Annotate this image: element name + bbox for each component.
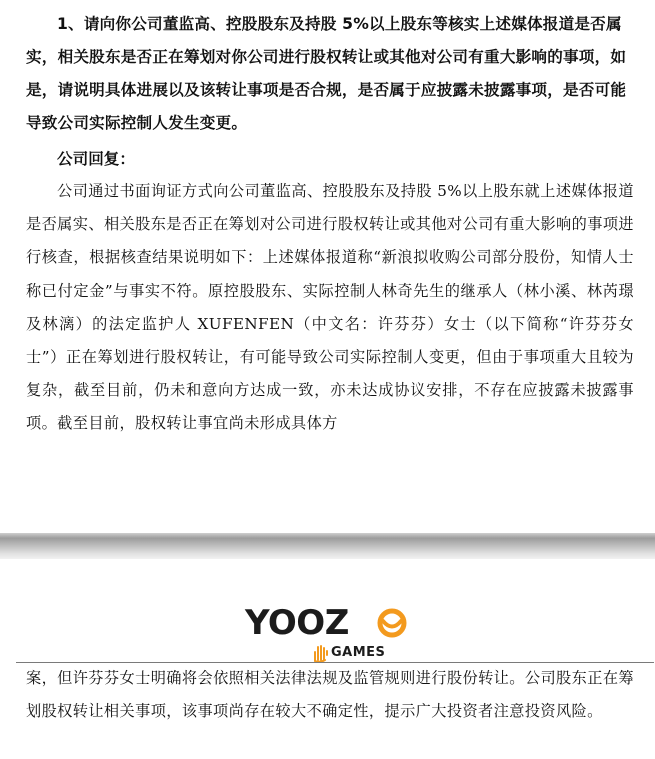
- hand-icon: [311, 643, 329, 663]
- reply-body-paragraph: 公司通过书面询证方式向公司董监高、控股股东及持股 5%以上股东就上述媒体报道是否属实、相关股东是否正在筹划对公司进行股权转让或其他对公司有重大影响的事项进行核查，根据核查结果说明如下：上述媒体报道称“新浪拟收购公司部分股份，知情人士称已付定金”与事实不符。原控股股东、实际控制人林奇先生的继承人（林小溪、林芮璟及林漓）的法定监护人 XUFENFEN（中文名：许芬芬）女士（以下简称“许芬芬女士”）正在筹划进行股权转让，有可能导致公司实际控制人变更，但由于事项重大且较为复杂，截至目前，仍未和意向方达成一致，亦未达成协议安排，不存在应披露未披露事项。截至目前，股权转让事宜尚未形成具体方: [26, 182, 634, 433]
- yoozoo-o-icon: [377, 608, 407, 638]
- reply-continued-paragraph: 案，但许芬芬女士明确将会依照相关法律法规及监管规则进行股份转让。公司股东正在筹划股权转让相关事项，该事项尚存在较大不确定性，提示广大投资者注意投资风险。: [26, 669, 634, 720]
- reply-heading: 公司回复：: [57, 150, 135, 168]
- logo-wordmark: YOOZ: [245, 603, 349, 643]
- question-paragraph: 1、请向你公司董监高、控股股东及持股 5%以上股东等核实上述媒体报道是否属实，相关股东是否正在筹划对你公司进行股权转让或其他对公司有重大影响的事项，如是，请说明具体进展以及该转让事项是否合规，是否属于应披露未披露事项，是否可能导致公司实际控制人发生变更。: [26, 15, 627, 132]
- yoozoo-games-logo: [245, 603, 425, 665]
- logo-games-text: GAMES: [331, 645, 386, 660]
- page-break-gap: [0, 533, 655, 559]
